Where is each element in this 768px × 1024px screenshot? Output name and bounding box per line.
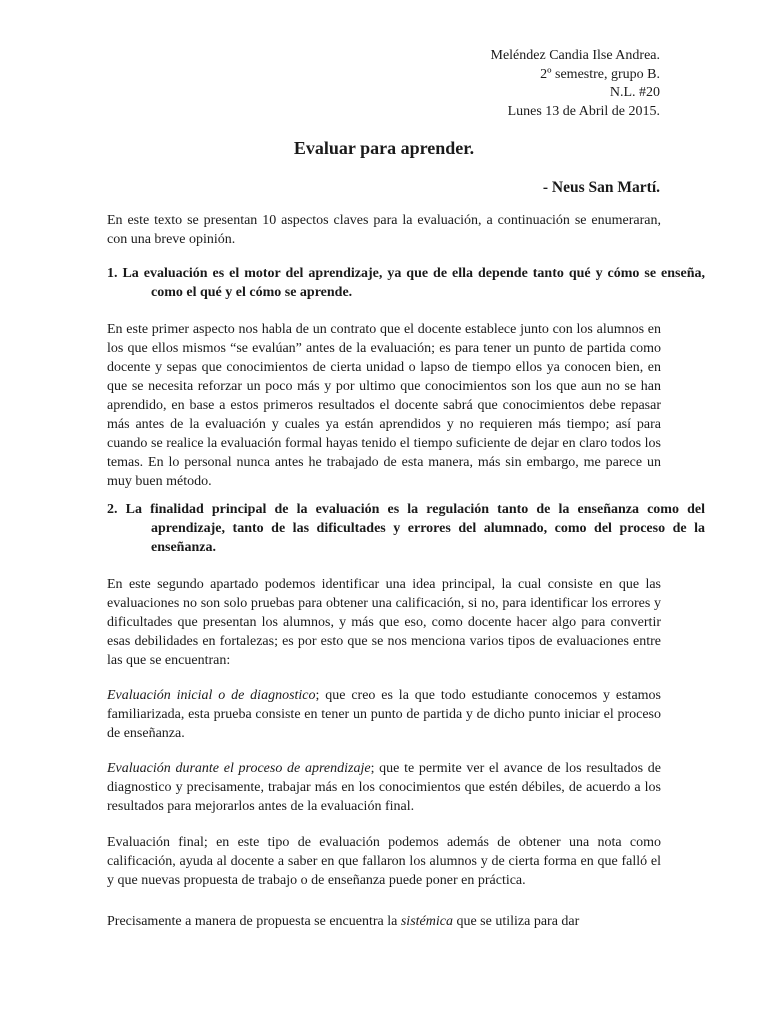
closing-text-after: que se utiliza para dar <box>452 914 580 929</box>
list-number: N.L. #20 <box>609 85 660 100</box>
section-1-heading: 1. La evaluación es el motor del aprendizaje, ya que de ella depende tanto qué y cómo se enseña, como el qué y el cómo se aprende. <box>107 266 705 300</box>
section-2-heading: 2. La finalidad principal de la evaluación es la regulación tanto de la enseñanza como del aprendizaje, tanto de las dificultades y errores del alumnado, como del proceso de la enseñanza. <box>107 502 705 555</box>
evaluation-during-paragraph <box>107 759 661 816</box>
evaluation-during-text: ; que te permite ver el avance de los resultados de diagnostico y precisamente, trabajar más en los conocimientos que estén débiles, de acuerdo a los resultados para mejorarlos antes de la evaluación final. <box>107 761 661 814</box>
closing-paragraph <box>107 912 661 931</box>
intro-paragraph: En este texto se presentan 10 aspectos claves para la evaluación, a continuación se enumeraran, con una breve opinión. <box>107 213 661 247</box>
closing-term: sistémica <box>400 914 453 929</box>
evaluation-initial-term: Evaluación inicial o de diagnostico <box>107 688 316 703</box>
section-2-paragraph: En este segundo apartado podemos identificar una idea principal, la cual consiste en que las evaluaciones no son solo pruebas para obtener una calificación, si no, para identificar los errores y dificultades que presentan los alumnos, y más que eso, como docente hacer algo para convertir esas debilidades en fortalezas; es por esto que se nos menciona varios tipos de evaluaciones entre las que se encuentran: <box>107 577 661 668</box>
document-title: Evaluar para aprender. <box>293 138 475 158</box>
evaluation-initial-paragraph <box>107 686 661 743</box>
section-1-paragraph: En este primer aspecto nos habla de un contrato que el docente establece junto con los alumnos en los que ellos mismos “se evalúan” antes de la evaluación; es para tener un punto de partida como docente y sepas que conocimientos de cierta unidad o lapso de tiempo ellos ya conocen bien, en que se necesita reforzar un poco más y por ultimo que conocimientos son los que aun no se han aprendido, en base a estos primeros resultados el docente sabrá que conocimientos debe repasar más antes de la evaluación y cuales ya están aprendidos y no requieren más tiempo; así para cuando se realice la evaluación formal hayas tenido el tiempo suficiente de dejar en claro todos los temas. En lo personal nunca antes he trabajado de esta manera, más sin embargo, me parece un muy buen método. <box>107 322 661 489</box>
student-name: Meléndez Candia Ilse Andrea. <box>490 48 660 63</box>
evaluation-during-term: Evaluación durante el proceso de aprendizaje <box>107 761 371 776</box>
closing-text-before: Precisamente a manera de propuesta se encuentra la <box>107 914 401 929</box>
document-date: Lunes 13 de Abril de 2015. <box>507 103 660 119</box>
source-author: - Neus San Martí. <box>542 179 660 196</box>
document-header <box>491 47 661 121</box>
evaluation-final-paragraph: Evaluación final; en este tipo de evaluación podemos además de obtener una nota como calificación, ayuda al docente a saber en que fallaron los alumnos y de cierta forma en que falló el y que nuevas propuesta de trabajo o de enseñanza puede poner en práctica. <box>107 835 661 888</box>
evaluation-initial-text: ; que creo es la que todo estudiante conocemos y estamos familiarizada, esta prueba consiste en tener un punto de partida y de dicho punto iniciar el proceso de enseñanza. <box>107 688 662 741</box>
semester-group: 2º semestre, grupo B. <box>540 66 660 82</box>
